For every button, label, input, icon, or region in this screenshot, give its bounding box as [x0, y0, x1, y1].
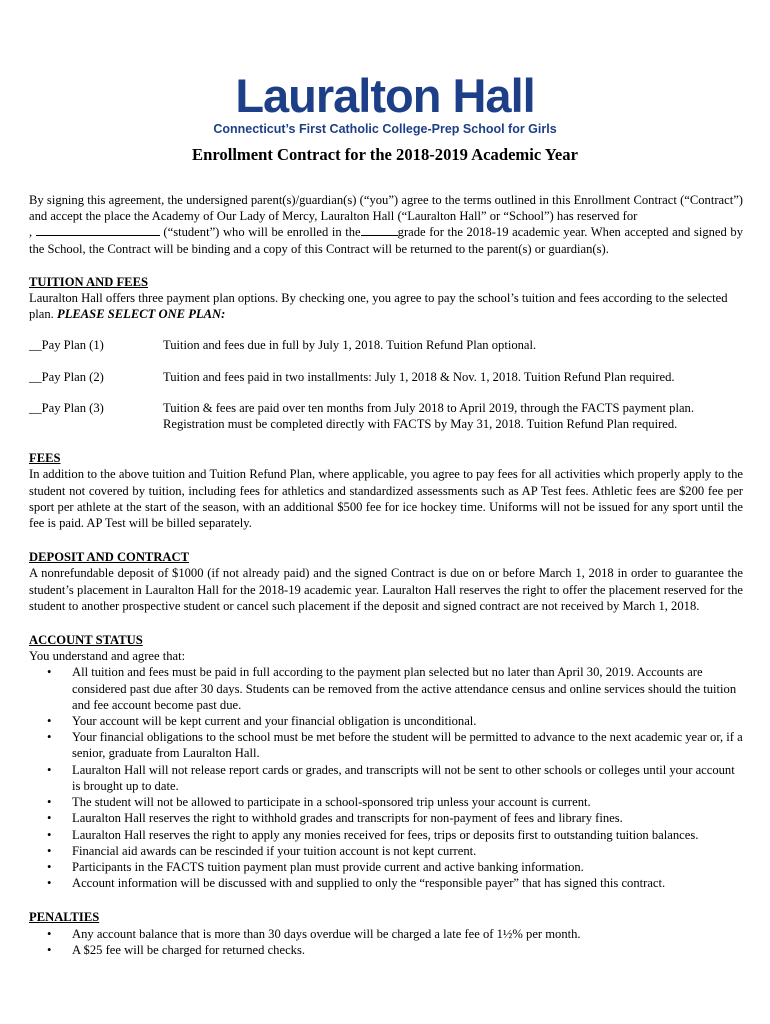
pay-plan-1-description: Tuition and fees due in full by July 1, 2018. Tuition Refund Plan optional. — [163, 338, 537, 353]
pay-plan-2-description: Tuition and fees paid in two installments: July 1, 2018 & Nov. 1, 2018. Tuition Refund Plan required. — [163, 369, 675, 384]
intro-text-1: By signing this agreement, the undersigned parent(s)/guardian(s) (“you”) agree to the terms outlined in this Enrollment Contract (“Contract”) and accept the place the Academy of Our Lady of Mercy, Lauralton Hall (“Lauralton Hall” or “School”) has reserved for — [29, 193, 743, 224]
bullet-icon: • — [47, 714, 52, 729]
logo-tagline: Connecticut’s First Catholic College-Prep School for Girls — [213, 122, 557, 136]
student-name-blank[interactable] — [36, 224, 160, 236]
list-item: • Lauralton Hall reserves the right to withhold grades and transcripts for non-payment of fees and library fines. — [47, 811, 623, 826]
deposit-text: A nonrefundable deposit of $1000 (if not already paid) and the signed Contract is due on or before March 1, 2018 in order to guarantee the student’s placement in Lauralton Hall for the 2018-19 academic year. Lauralton Hall reserves the right to offer the placement reserved for the student to another prospective student or cancel such placement if the deposit and signed contract are not received by March 1, 2018. — [29, 566, 743, 613]
list-item: • All tuition and fees must be paid in full according to the payment plan selected but no later than April 30, 2019. Accounts are considered past due after 30 days. Students can be removed from the active attendance census and online services should the tuition and fee account become past due. — [47, 665, 737, 712]
fees-heading: FEES — [29, 451, 61, 466]
pay-plan-3-label[interactable]: __Pay Plan (3) — [29, 400, 104, 415]
pay-plan-3-line-2: Registration must be completed directly with FACTS by May 31, 2018. Tuition Refund Plan required. — [163, 417, 678, 432]
intro-paragraph — [29, 192, 743, 257]
tuition-heading: TUITION AND FEES — [29, 274, 148, 289]
tuition-description: Lauralton Hall offers three payment plan options. By checking one, you agree to pay the school’s tuition and fees according to the selected plan. — [29, 291, 728, 322]
list-item: • Participants in the FACTS tuition payment plan must provide current and active banking information. — [47, 859, 584, 874]
intro-text-2: , — [29, 225, 33, 240]
school-logo — [0, 69, 770, 137]
fees-text: In addition to the above tuition and Tuition Refund Plan, where applicable, you agree to pay fees for all activities which properly apply to the student not covered by tuition, including fees for athletics and standardized assessments such as AP Test fees. Athletic fees are $200 fee per sport per athlete at the start of the season, with an additional $500 fee for ice hockey time. Uniforms will not be issued for any sport until the fee is paid. AP Test will be billed separately. — [29, 467, 743, 531]
penalties-section — [29, 909, 743, 958]
list-item: • Financial aid awards can be rescinded if your tuition account is not kept current. — [47, 843, 477, 858]
bullet-icon: • — [47, 811, 52, 826]
pay-plan-3-description — [163, 400, 743, 432]
intro-text-3: (“student”) who will be enrolled in the — [163, 225, 361, 240]
select-plan-colon: : — [221, 307, 226, 322]
list-item: • A $25 fee will be charged for returned checks. — [47, 942, 306, 957]
account-heading: ACCOUNT STATUS — [29, 633, 143, 648]
bullet-icon: • — [47, 942, 52, 957]
deposit-heading: DEPOSIT AND CONTRACT — [29, 550, 190, 565]
account-intro: You understand and agree that: — [29, 649, 186, 664]
bullet-icon: • — [47, 876, 52, 891]
fees-section — [29, 450, 743, 531]
list-item: • Your account will be kept current and your financial obligation is unconditional. — [47, 714, 477, 729]
list-item: • Account information will be discussed with and supplied to only the “responsible payer” that has signed this contract. — [47, 876, 666, 891]
bullet-icon: • — [47, 926, 52, 941]
list-item: • Lauralton Hall will not release report cards or grades, and transcripts will not be sent to other schools or colleges until your account is brought up to date. — [47, 762, 735, 793]
contract-body — [29, 192, 743, 958]
pay-plan-3[interactable] — [29, 400, 743, 432]
pay-plan-2-label[interactable]: __Pay Plan (2) — [29, 369, 104, 384]
bullet-icon: • — [47, 762, 52, 777]
bullet-icon: • — [47, 843, 52, 858]
grade-blank[interactable] — [361, 224, 398, 236]
bullet-icon: • — [47, 795, 52, 810]
bullet-icon: • — [47, 827, 52, 842]
select-plan-emphasis: PLEASE SELECT ONE PLAN — [57, 307, 222, 322]
list-item: • Lauralton Hall reserves the right to apply any monies received for fees, trips or deposits first to outstanding tuition balances. — [47, 827, 699, 842]
account-list — [29, 664, 743, 891]
list-item: • The student will not be allowed to participate in a school-sponsored trip unless your account is current. — [47, 795, 591, 810]
tuition-section — [29, 274, 743, 432]
tuition-text — [29, 290, 743, 322]
penalties-list — [29, 926, 743, 958]
bullet-icon: • — [47, 730, 52, 745]
penalties-heading: PENALTIES — [29, 910, 100, 925]
bullet-icon: • — [47, 665, 52, 680]
pay-plan-1-label[interactable]: __Pay Plan (1) — [29, 338, 104, 353]
logo-name: Lauralton Hall — [235, 69, 535, 122]
deposit-section — [29, 549, 743, 614]
account-section — [29, 632, 743, 891]
list-item: • Your financial obligations to the school must be met before the student will be permitted to advance to the next academic year or, if a senior, graduate from Lauralton Hall. — [47, 730, 743, 761]
list-item: • Any account balance that is more than 30 days overdue will be charged a late fee of 1½% per month. — [47, 926, 581, 941]
pay-plan-3-line-1: Tuition & fees are paid over ten months from July 2018 to April 2019, through the FACTS payment plan. — [163, 400, 694, 415]
document-title: Enrollment Contract for the 2018-2019 Academic Year — [192, 145, 578, 164]
bullet-icon: • — [47, 859, 52, 874]
pay-plan-2[interactable] — [29, 369, 743, 385]
intro-text-4: grade for the 2018-19 academic year. When accepted and signed by the School, the Contract will be binding and a copy of this Contract will be returned to the parent(s) or guardian(s). — [29, 225, 744, 256]
pay-plan-1[interactable] — [29, 337, 743, 353]
